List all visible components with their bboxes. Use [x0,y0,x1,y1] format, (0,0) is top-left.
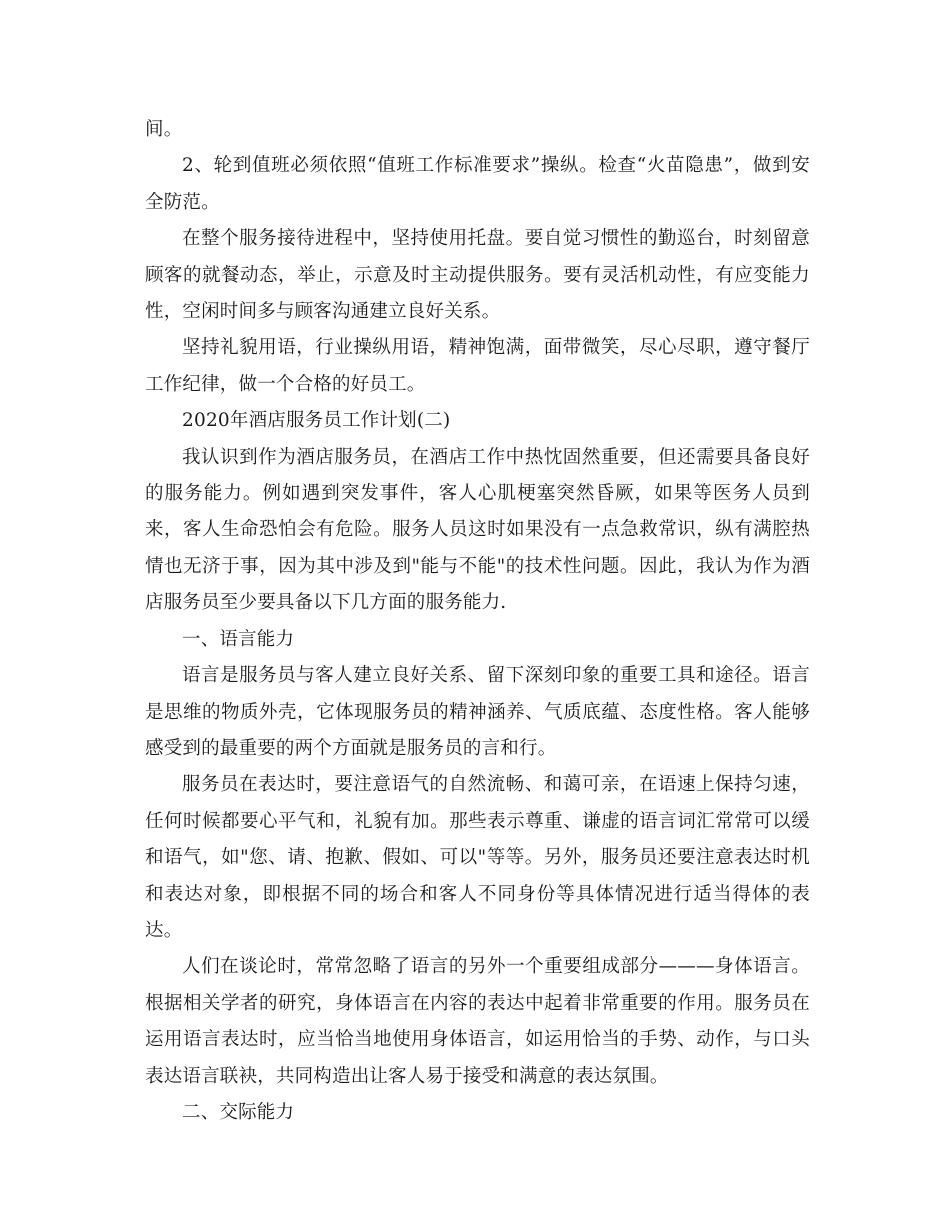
paragraph: 我认识到作为酒店服务员，在酒店工作中热忱固然重要，但还需要具备良好的服务能力。例如遇到突发事件，客人心肌梗塞突然昏厥，如果等医务人员到来，客人生命恐怕会有危险。服务人员这时如果没有一点急救常识，纵有满腔热情也无济于事，因为其中涉及到"能与不能"的技术性问题。因此，我认为作为酒店服务员至少要具备以下几方面的服务能力. [145,446,810,614]
paragraph: 人们在谈论时，常常忽略了语言的另外一个重要组成部分———身体语言。根据相关学者的研究，身体语言在内容的表达中起着非常重要的作用。服务员在运用语言表达时，应当恰当地使用身体语言，如运用恰当的手势、动作，与口头表达语言联袂，共同构造出让客人易于接受和满意的表达氛围。 [145,956,810,1087]
section-heading: 二、交际能力 [182,1101,295,1123]
paragraph: 坚持礼貌用语，行业操纵用语，精神饱满，面带微笑，尽心尽职，遵守餐厅工作纪律，做一个合格的好员工。 [145,337,810,395]
section-title: 2020年酒店服务员工作计划(二) [182,410,451,432]
document-page [145,112,810,1131]
paragraph: 语言是服务员与客人建立良好关系、留下深刻印象的重要工具和途径。语言是思维的物质外壳，它体现服务员的精神涵养、气质底蕴、态度性格。客人能够感受到的最重要的两个方面就是服务员的言和行。 [145,665,810,759]
paragraph: 间。 [145,119,183,140]
section-heading: 一、语言能力 [182,628,295,650]
paragraph: 2、轮到值班必须依照“值班工作标准要求”操纵。检查“火苗隐患”，做到安全防范。 [145,155,810,213]
paragraph: 在整个服务接待进程中，坚持使用托盘。要自觉习惯性的勤巡台，时刻留意顾客的就餐动态，举止，示意及时主动提供服务。要有灵活机动性，有应变能力性，空闲时间多与顾客沟通建立良好关系。 [145,228,810,323]
paragraph: 服务员在表达时，要注意语气的自然流畅、和蔼可亲，在语速上保持匀速，任何时候都要心平气和，礼貌有加。那些表示尊重、谦虚的语言词汇常常可以缓和语气，如"您、请、抱歉、假如、可以"等等。另外，服务员还要注意表达时机和表达对象，即根据不同的场合和客人不同身份等具体情况进行适当得体的表达。 [145,774,810,941]
